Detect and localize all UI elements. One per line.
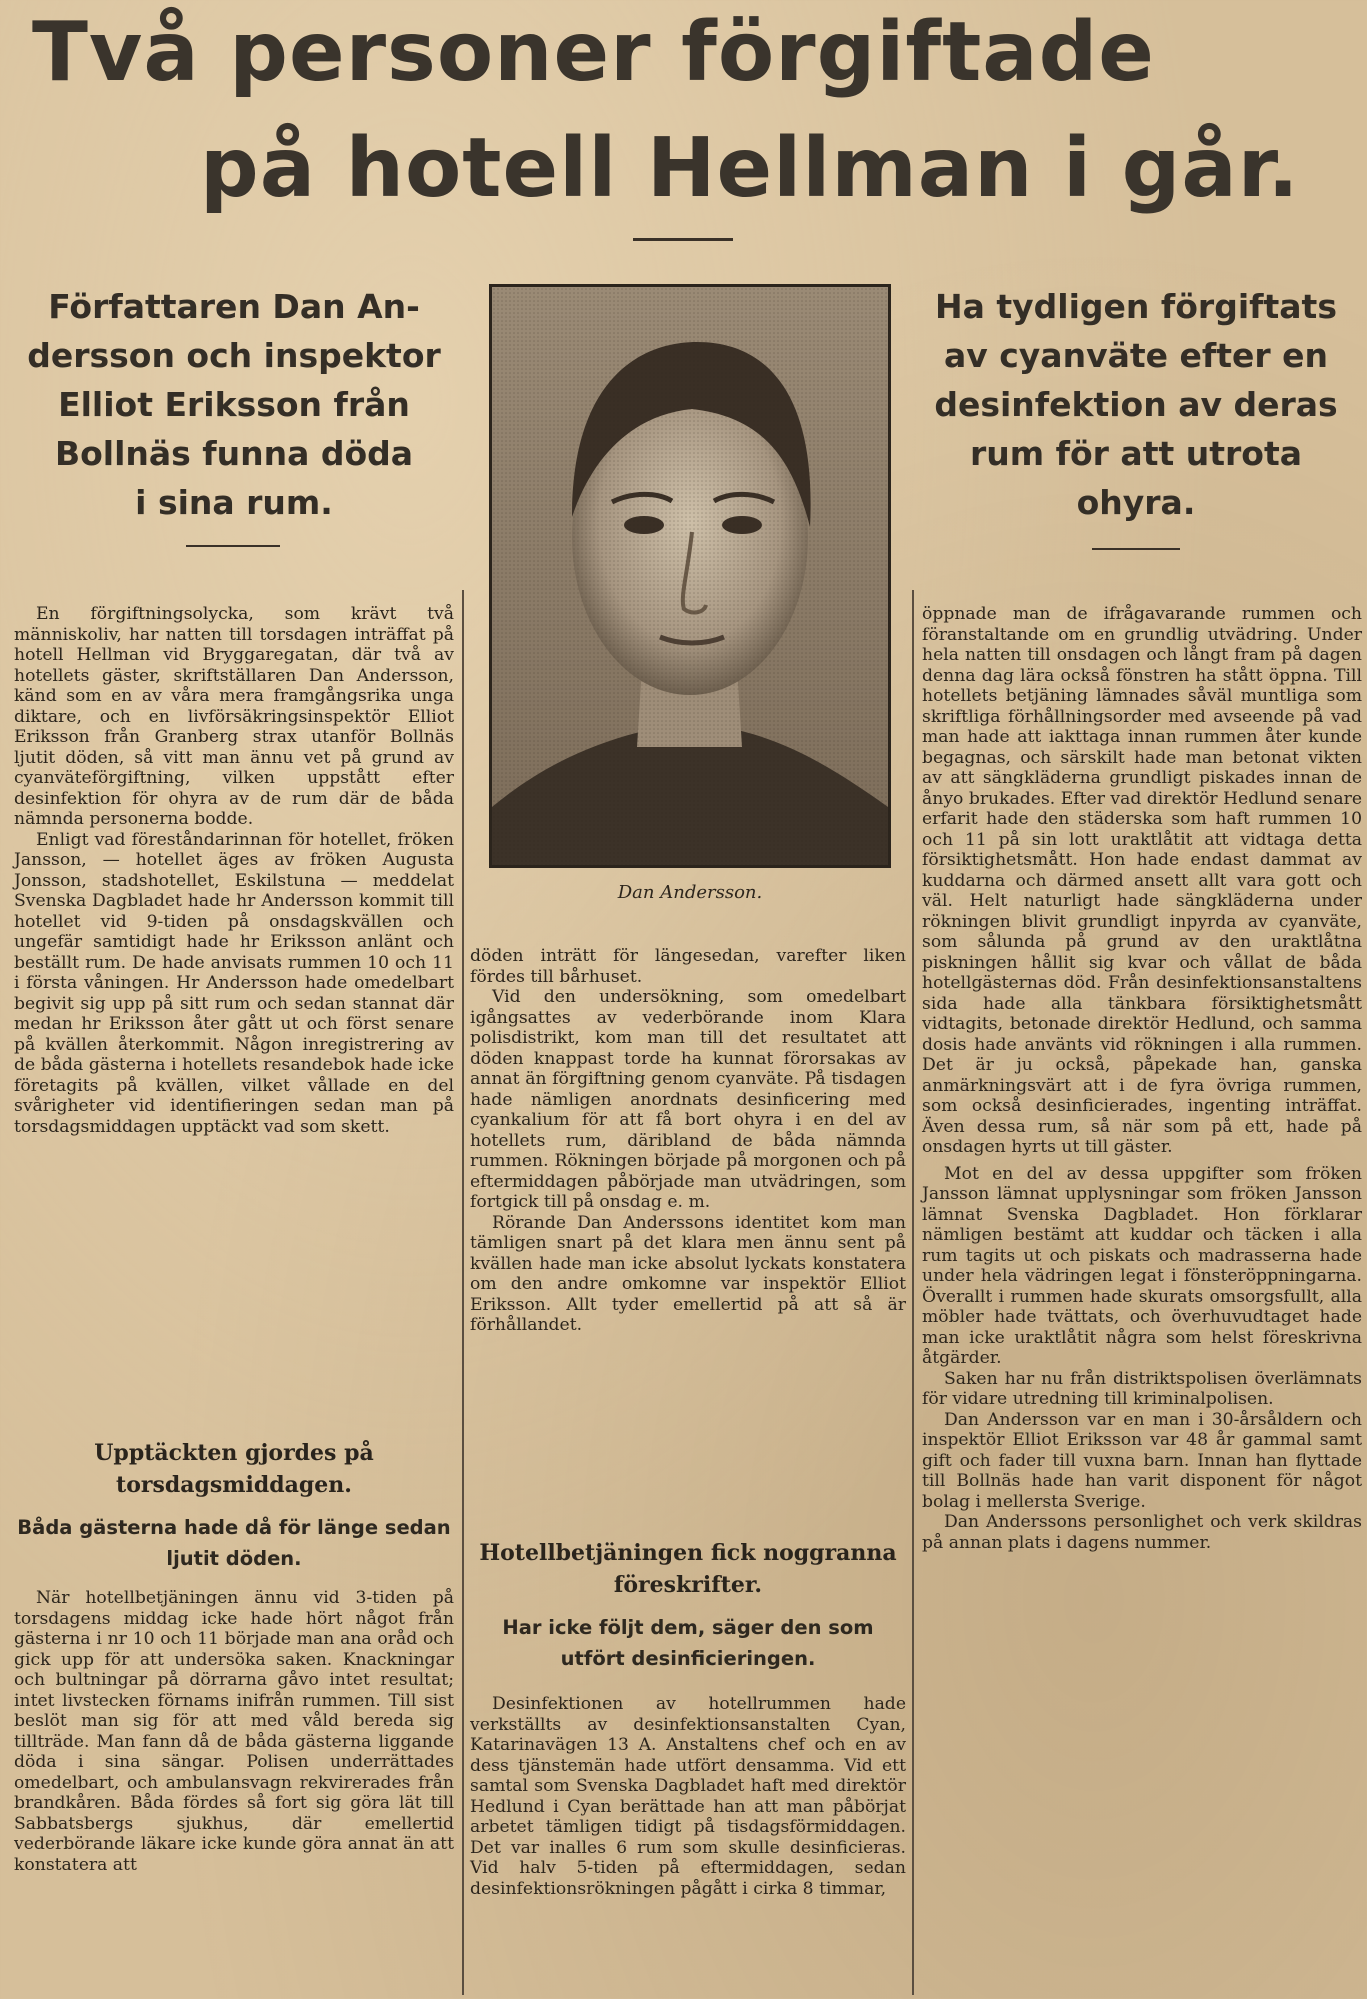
portrait-photo — [489, 284, 891, 868]
paragraph: När hotellbetjäningen ännu vid 3-tiden på torsdagens middag icke hade hört något från gästerna i nr 10 och 11 började man ana oråd och gick upp för att undersöka saken. Knackningar och bultningar på dörrarna gåvo intet resultat; intet livstecken förnams inifrån rummen. Till sist beslöt man sig för att med våld bereda sig tillträde. Man fann då de båda gästerna liggande döda i sina sängar. Polisen underrättades omedelbart, och ambulansvagn rekvirerades från brandkåren. Båda fördes så fort sig göra lät till Sabbatsbergs sjukhus, där emellertid vederbörande läkare icke kunde göra annat än att konstatera att — [14, 1588, 454, 1875]
paragraph: En förgiftningsolycka, som krävt två människoliv, har natten till torsdagen inträffat på hotell Hellman vid Bryggaregatan, där två av hotellets gäster, skriftställaren Dan Andersson, känd som en av våra mera framgångsrika unga diktare, och en livförsäkringsinspektör Elliot Eriksson från Granberg strax utanför Bollnäs ljutit döden, så vitt man ännu vet på grund av cyanväteförgiftning, vilken uppstått efter desinfektion för ohyra av de rum där de båda nämnda personerna bodde. — [14, 604, 454, 829]
right-deck-rule — [1092, 548, 1180, 550]
left-deck-line: Bollnäs funna döda — [54, 434, 414, 473]
headline-line-1: Två personer förgiftade — [32, 5, 1155, 100]
right-column-body — [922, 604, 1362, 1553]
column-divider — [912, 590, 914, 1995]
left-deck — [14, 282, 454, 527]
right-deck-line: rum för att utrota — [970, 434, 1302, 473]
left-deck-line: i sina rum. — [135, 483, 333, 522]
paragraph: Dan Anderssons personlighet och verk skildras på annan plats i dagens nummer. — [922, 1512, 1362, 1553]
right-deck-line: av cyanväte efter en — [943, 336, 1329, 375]
middle-subhead-2: Har icke följt dem, säger den som utfört desinficieringen. — [502, 1616, 874, 1670]
middle-column-body-2 — [470, 1694, 906, 1899]
paragraph: Dan Andersson var en man i 30-årsåldern och inspektör Elliot Eriksson var 48 år gammal samt gift och fader till vuxna barn. Innan han flyttade till Bollnäs hade han varit disponent för något bolag i mellersta Sverige. — [922, 1409, 1362, 1512]
paragraph: Enligt vad föreståndarinnan för hotellet, fröken Jansson, — hotellet äges av fröken Augusta Jonsson, stadshotellet, Eskilstuna — meddelat Svenska Dagbladet hade hr Andersson kommit till hotellet vid 9-tiden på onsdagskvällen och ungefär samtidigt hade hr Eriksson anlänt och beställt rum. De hade anvisats rummen 10 och 11 i första våningen. Hr Andersson hade omedelbart begivit sig upp på sitt rum och sedan stannat där medan hr Eriksson åter gått ut och först senare på kvällen återkommit. Någon inregistrering av de båda gästerna i hotellets resandebok hade icke företagits på kvällen, vilket vållade en del svårigheter vid identifieringen sedan man på torsdagsmiddagen upptäckt vad som skett. — [14, 829, 454, 1137]
middle-subhead-1: Hotellbetjäningen fick noggranna föreskrifter. — [479, 1540, 897, 1598]
paragraph: Saken har nu från distriktspolisen överlämnats för vidare utredning till kriminalpolisen. — [922, 1368, 1362, 1409]
paragraph: Mot en del av dessa uppgifter som fröken Jansson lämnat upplysningar som fröken Jansson lämnat Svenska Dagbladet. Hon förklarar nämligen bestämt att kuddar och täcken i alla rum tagits ut och piskats och madrasserna hade under hela vädringen legat i fönsteröppningarna. Överallt i rummen hade skurats omsorgsfullt, alla möbler hade tvättats, och överhuvudtaget hade man icke uraktlåtit några som helst föreskrivna åtgärder. — [922, 1163, 1362, 1368]
left-column-body-2 — [14, 1588, 454, 1875]
left-subhead-2: Båda gästerna hade då för länge sedan ljutit döden. — [17, 1516, 451, 1570]
right-deck-line: desinfektion av deras — [934, 385, 1338, 424]
column-divider — [462, 590, 464, 1995]
left-subhead-1: Upptäckten gjordes på torsdagsmiddagen. — [94, 1440, 374, 1498]
portrait-image — [492, 287, 888, 865]
paragraph: döden inträtt för längesedan, varefter liken fördes till bårhuset. — [470, 946, 906, 987]
right-deck — [912, 282, 1360, 527]
paragraph: Desinfektionen av hotellrummen hade verkställts av desinfektionsanstalten Cyan, Katarinavägen 13 A. Anstaltens chef och en av dess tjänstemän hade utfört densamma. Vid ett samtal som Svenska Dagbladet haft med direktör Hedlund i Cyan berättade han att man påbörjat arbetet tämligen tidigt på tisdagsförmiddagen. Det var inalles 6 rum som skulle desinficieras. Vid halv 5-tiden på eftermiddagen, sedan desinfektionsrökningen pågått i cirka 8 timmar, — [470, 1694, 906, 1899]
headline-rule — [633, 238, 733, 241]
paragraph: Vid den undersökning, som omedelbart igångsattes av vederbörande inom Klara polisdistrikt, kom man till det resultatet att döden knappast torde ha kunnat förorsakas av annat än förgiftning genom cyanväte. På tisdagen hade nämligen anordnats desinficering med cyankalium för att få bort ohyra i en del av hotellets rum, däribland de båda nämnda rummen. Rökningen började på morgonen och på eftermiddagen påbörjade man utvädringen, som fortgick till på onsdag e. m. — [470, 987, 906, 1212]
paragraph: Rörande Dan Anderssons identitet kom man tämligen snart på det klara men ännu sent på kvällen hade man icke absolut lyckats konstatera om den andre omkomne var inspektör Elliot Eriksson. Allt tyder emellertid på att så är förhållandet. — [470, 1212, 906, 1335]
photo-caption: Dan Andersson. — [617, 882, 763, 903]
left-deck-line: dersson och inspektor — [27, 336, 441, 375]
left-deck-rule — [186, 545, 280, 547]
middle-column-body — [470, 946, 906, 1336]
left-column-body — [14, 604, 454, 1137]
left-deck-line: Författaren Dan An- — [48, 287, 420, 326]
right-deck-line: Ha tydligen förgiftats — [935, 287, 1337, 326]
headline-line-2: på hotell Hellman i går. — [200, 121, 1300, 216]
right-deck-line: ohyra. — [1076, 483, 1196, 522]
paragraph: öppnade man de ifrågavarande rummen och föranstaltande om en grundlig utvädring. Under hela natten till onsdagen och långt fram på dagen denna dag lära också fönstren ha stått öppna. Till hotellets betjäning lämnades såväl muntliga som skriftliga förhållningsorder med avseende på vad man hade att iakttaga innan rummen åter kunde begagnas, och särskilt hade man betonat vikten av att sängkläderna grundligt piskades innan de ånyo brukades. Efter vad direktör Hedlund senare erfarit hade den städerska som haft rummen 10 och 11 på sin lott uraktlåtit att vidtaga detta försiktighetsmått. Hon hade endast dammat av kuddarna och därmed ansett allt vara gott och väl. Helt naturligt hade sängkläderna under rökningen blivit grundligt inpyrda av cyanväte, som sålunda på grund av den uraktlåtna piskningen hållit sig kvar och vållat de båda hotellgästernas död. Från desinfektionsanstaltens sida hade alla tänkbara försiktighetsmått vidtagits, betonade direktör Hedlund, och samma dosis hade använts vid rökningen i alla rummen. Det är ju också, påpekade han, ganska anmärkningsvärt att i de fyra övriga rummen, som också desinficierades, ingenting inträffat. Även dessa rum, så när som på ett, hade på onsdagen hyrts ut till gäster. — [922, 604, 1362, 1157]
left-deck-line: Elliot Eriksson från — [58, 385, 410, 424]
